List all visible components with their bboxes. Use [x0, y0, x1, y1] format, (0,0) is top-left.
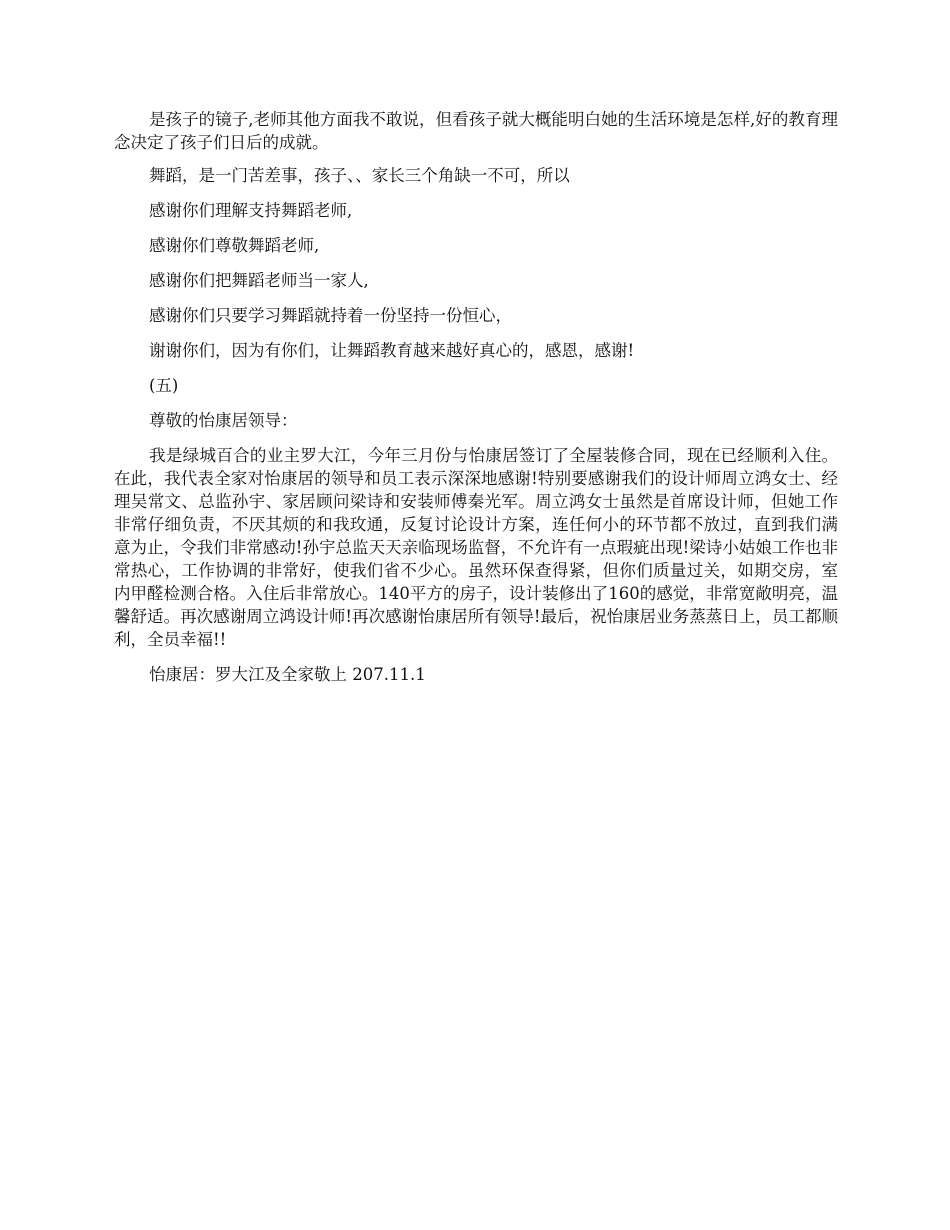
paragraph-thanks-family: 感谢你们把舞蹈老师当一家人,: [149, 271, 369, 290]
paragraph-mirror-of-child: 是孩子的镜子,老师其他方面我不敢说，但看孩子就大概能明白她的生活环境是怎样,好的教育理念决定了孩子们日后的成就。: [114, 110, 838, 152]
section-heading-five: (五): [149, 376, 179, 395]
letter-salutation: 尊敬的怡康居领导：: [149, 411, 298, 430]
paragraph-thanks-support: 感谢你们理解支持舞蹈老师,: [149, 201, 353, 220]
document-page: [114, 108, 838, 698]
paragraph-closing-thanks: 谢谢你们，因为有你们，让舞蹈教育越来越好真心的，感恩，感谢!: [149, 341, 635, 360]
paragraph-thanks-respect: 感谢你们尊敬舞蹈老师,: [149, 236, 320, 255]
paragraph-thanks-persistence: 感谢你们只要学习舞蹈就持着一份坚持一份恒心，: [149, 306, 512, 325]
letter-body: 我是绿城百合的业主罗大江，今年三月份与怡康居签订了全屋装修合同，现在已经顺利入住。在此，我代表全家对怡康居的领导和员工表示深深地感谢!特别要感谢我们的设计师周立鸿女士、经理吴常文、总监孙宇、家居顾问梁诗和安装师傅秦光军。周立鸿女士虽然是首席设计师，但她工作非常仔细负责，不厌其烦的和我玫通，反复讨论设计方案，连任何小的环节都不放过，直到我们满意为止，令我们非常感动!孙宇总监天天亲临现场监督，不允许有一点瑕疵出现!梁诗小姑娘工作也非常热心，工作协调的非常好，使我们省不少心。虽然环保查得紧，但你们质量过关，如期交房，室内甲醛检测合格。入住后非常放心。140平方的房子，设计装修出了160的感觉，非常宽敞明亮，温馨舒适。再次感谢周立鸿设计师!再次感谢怡康居所有领导!最后，祝怡康居业务蒸蒸日上，员工都顺利，全员幸福!!: [114, 446, 838, 649]
paragraph-dance-intro: 舞蹈，是一门苦差事，孩子、、家长三个角缺一不可，所以: [149, 166, 570, 185]
letter-signature: 怡康居：罗大江及全家敬上 207.11.1: [149, 665, 426, 684]
